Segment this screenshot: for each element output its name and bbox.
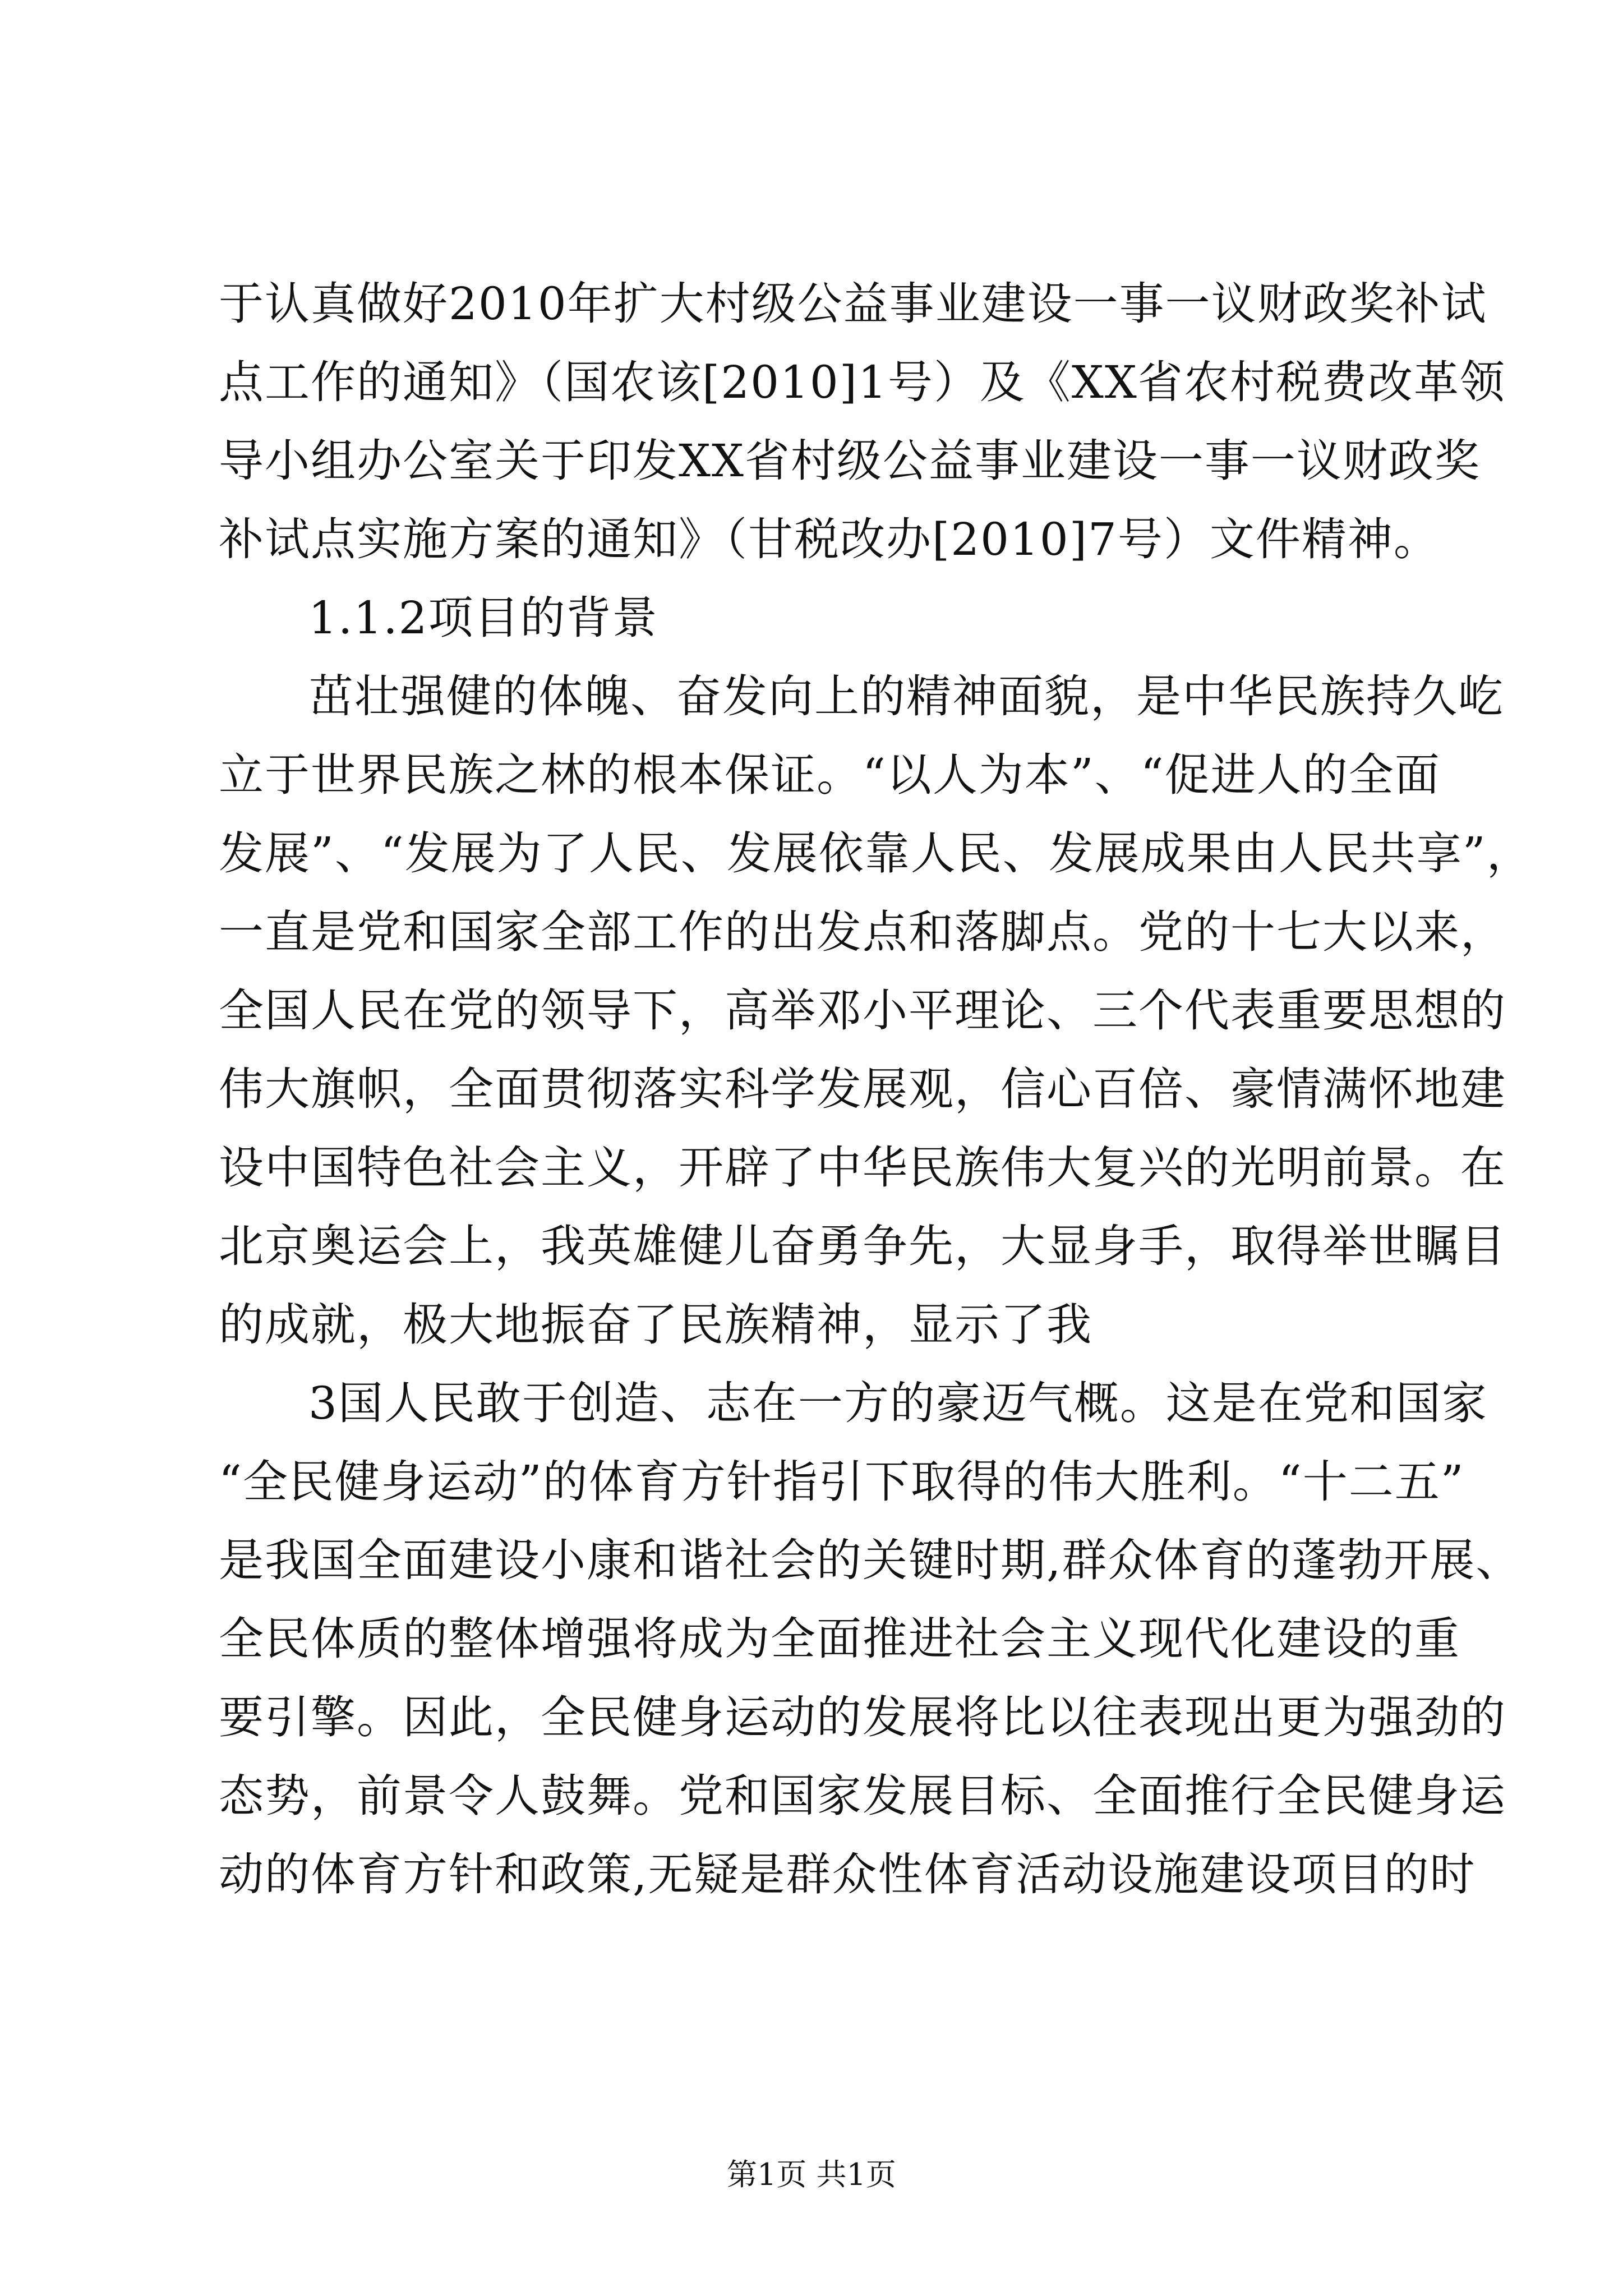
text-line: 全国人民在党的领导下，高举邓小平理论、三个代表重要思想的 bbox=[219, 984, 1506, 1037]
text-line: 伟大旗帜，全面贯彻落实科学发展观，信心百倍、豪情满怀地建 bbox=[219, 1063, 1506, 1115]
paragraph-first-line: 3国人民敢于创造、志在一方的豪迈气概。这是在党和国家 bbox=[308, 1377, 1488, 1429]
text-line: 要引擎。因此，全民健身运动的发展将比以往表现出更为强劲的 bbox=[219, 1691, 1506, 1743]
text-line: 全民体质的整体增强将成为全面推进社会主义现代化建设的重 bbox=[219, 1613, 1460, 1665]
text-line: 是我国全面建设小康和谐社会的关键时期,群众体育的蓬勃开展、 bbox=[219, 1534, 1522, 1586]
text-line: 于认真做好2010年扩大村级公益事业建设一事一议财政奖补试 bbox=[219, 278, 1487, 330]
section-heading: 1.1.2项目的背景 bbox=[308, 592, 658, 644]
text-line: 北京奥运会上，我英雄健儿奋勇争先，大显身手，取得举世瞩目 bbox=[219, 1220, 1506, 1272]
text-line: 发展”、“发展为了人民、发展依靠人民、发展成果由人民共享”， bbox=[219, 827, 1533, 880]
text-line: 点工作的通知》（国农该[2010]1号）及《XX省农村税费改革领 bbox=[219, 356, 1506, 408]
text-line: 动的体育方针和政策,无疑是群众性体育活动设施建设项目的时 bbox=[219, 1848, 1476, 1901]
text-line: 一直是党和国家全部工作的出发点和落脚点。党的十七大以来， bbox=[219, 906, 1506, 958]
page-footer bbox=[0, 2155, 1623, 2194]
text-line: 设中国特色社会主义，开辟了中华民族伟大复兴的光明前景。在 bbox=[219, 1142, 1506, 1194]
text-line: 的成就，极大地振奋了民族精神，显示了我 bbox=[219, 1299, 1092, 1351]
text-line: 导小组办公室关于印发XX省村级公益事业建设一事一议财政奖 bbox=[219, 435, 1481, 487]
text-line: 补试点实施方案的通知》（甘税改办[2010]7号）文件精神。 bbox=[219, 513, 1440, 565]
text-line: 立于世界民族之林的根本保证。“以人为本”、“促进人的全面 bbox=[219, 749, 1441, 801]
document-body bbox=[219, 265, 1533, 1914]
page-number: 第1页 共1页 bbox=[727, 2157, 896, 2192]
text-line: “全民健身运动”的体育方针指引下取得的伟大胜利。“十二五” bbox=[219, 1456, 1465, 1508]
paragraph-first-line: 茁壮强健的体魄、奋发向上的精神面貌，是中华民族持久屹 bbox=[308, 670, 1504, 723]
text-line: 态势，前景令人鼓舞。党和国家发展目标、全面推行全民健身运 bbox=[219, 1770, 1506, 1822]
